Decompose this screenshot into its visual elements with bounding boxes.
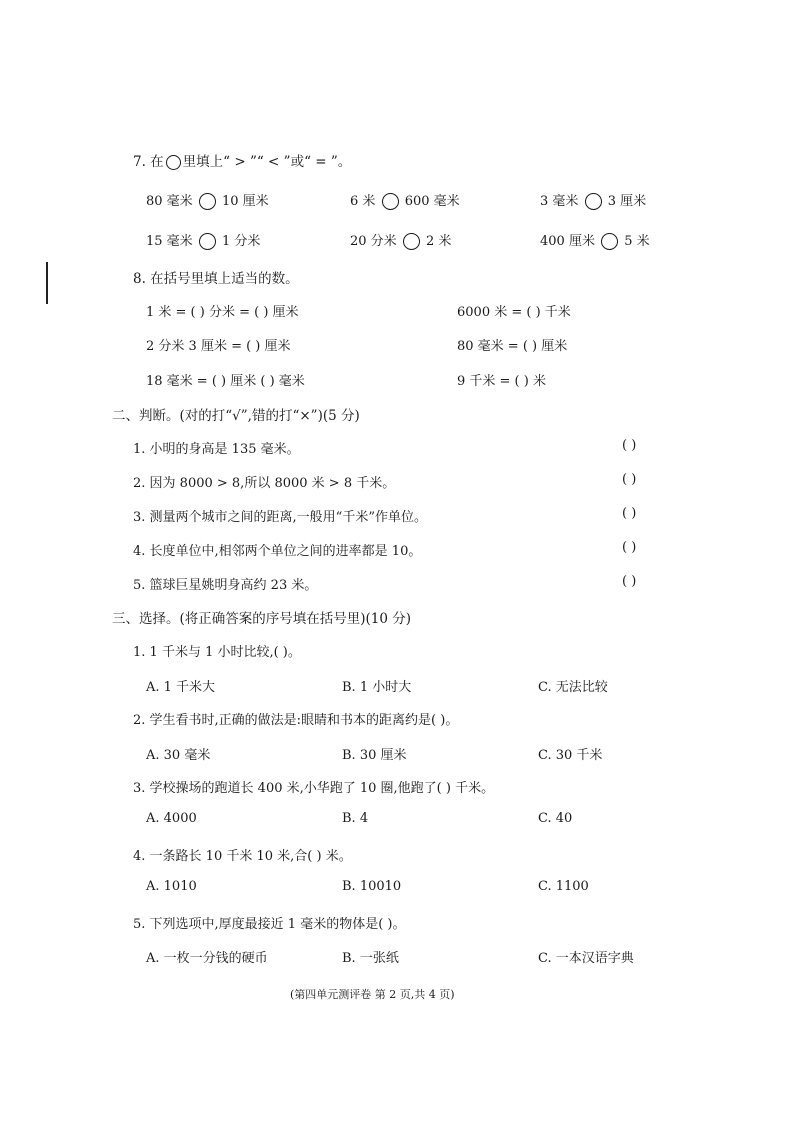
- choice-question: 3. 学校操场的跑道长 400 米,小华跑了 10 圈,他跑了( ) 千米。: [133, 781, 495, 796]
- q7-item-left: 400 厘米: [540, 234, 595, 249]
- q7-item: [540, 190, 646, 210]
- q7-item-right: 5 米: [624, 234, 650, 249]
- q7-item-left: 3 毫米: [540, 194, 579, 209]
- answer-circle[interactable]: [585, 193, 602, 210]
- choice-option-c[interactable]: C. 无法比较: [538, 680, 608, 695]
- page-footer: (第四单元测评卷 第 2 页,共 4 页): [290, 988, 455, 1001]
- choice-question: 5. 下列选项中,厚度最接近 1 毫米的物体是( )。: [133, 917, 406, 932]
- q7-item-left: 80 毫米: [146, 194, 193, 209]
- q7-item: [146, 190, 269, 210]
- margin-mark: [46, 262, 48, 304]
- q8-item: 2 分米 3 厘米 = ( ) 厘米: [146, 339, 291, 354]
- q7-item: [540, 230, 650, 250]
- q7-item-right: 1 分米: [221, 234, 261, 249]
- judge-answer-bracket[interactable]: ( ): [622, 540, 637, 555]
- judge-item: 4. 长度单位中,相邻两个单位之间的进率都是 10。: [133, 544, 422, 559]
- q7-item-left: 15 毫米: [146, 234, 193, 249]
- choice-option-c[interactable]: C. 一本汉语字典: [538, 951, 634, 966]
- section2-title: 二、判断。(对的打“√”,错的打“×”)(5 分): [112, 408, 360, 424]
- choice-question: 4. 一条路长 10 千米 10 米,合( ) 米。: [133, 849, 352, 864]
- q7-item: [146, 230, 260, 250]
- judge-answer-bracket[interactable]: ( ): [622, 506, 637, 521]
- judge-item: 1. 小明的身高是 135 毫米。: [133, 442, 300, 457]
- q8-item: 6000 米 = ( ) 千米: [457, 305, 571, 320]
- answer-circle[interactable]: [601, 233, 618, 250]
- q8-item: 1 米 = ( ) 分米 = ( ) 厘米: [146, 305, 299, 320]
- q8-item: 9 千米 = ( ) 米: [457, 374, 546, 389]
- choice-option-b[interactable]: B. 10010: [342, 879, 402, 894]
- answer-circle[interactable]: [199, 233, 216, 250]
- q8-title: 8. 在括号里填上适当的数。: [133, 271, 299, 287]
- q7-item-right: 3 厘米: [607, 194, 647, 209]
- choice-option-a[interactable]: A. 4000: [146, 811, 197, 826]
- q7-item-right: 2 米: [425, 234, 452, 249]
- choice-option-b[interactable]: B. 1 小时大: [342, 680, 412, 695]
- judge-item: 5. 篮球巨星姚明身高约 23 米。: [133, 578, 318, 593]
- judge-answer-bracket[interactable]: ( ): [622, 574, 637, 589]
- choice-option-a[interactable]: A. 一枚一分钱的硬币: [146, 951, 268, 966]
- choice-option-a[interactable]: A. 1010: [146, 879, 197, 894]
- choice-question: 1. 1 千米与 1 小时比较,( )。: [133, 645, 301, 660]
- q7-item: [350, 230, 451, 250]
- q7-title-suffix: 里填上“ > ”“ < ”或“ = ”。: [182, 154, 352, 170]
- q7-title: [133, 150, 351, 170]
- section3-title: 三、选择。(将正确答案的序号填在括号里)(10 分): [112, 611, 412, 627]
- q7-item-right: 10 厘米: [221, 194, 269, 209]
- judge-item: 3. 测量两个城市之间的距离,一般用“千米”作单位。: [133, 510, 427, 525]
- q8-item: 80 毫米 = ( ) 厘米: [457, 339, 568, 354]
- choice-option-b[interactable]: B. 4: [342, 811, 369, 826]
- choice-option-b[interactable]: B. 一张纸: [342, 951, 399, 966]
- circle-icon: [166, 155, 181, 170]
- judge-item: 2. 因为 8000 > 8,所以 8000 米 > 8 千米。: [133, 476, 396, 491]
- judge-answer-bracket[interactable]: ( ): [622, 472, 637, 487]
- choice-option-b[interactable]: B. 30 厘米: [342, 748, 407, 763]
- choice-question: 2. 学生看书时,正确的做法是:眼睛和书本的距离约是( )。: [133, 713, 459, 728]
- answer-circle[interactable]: [403, 233, 420, 250]
- answer-circle[interactable]: [199, 193, 216, 210]
- q8-item: 18 毫米 = ( ) 厘米 ( ) 毫米: [146, 374, 305, 389]
- q7-item: [350, 190, 460, 210]
- q7-item-left: 6 米: [350, 194, 376, 209]
- choice-option-a[interactable]: A. 1 千米大: [146, 680, 216, 695]
- judge-answer-bracket[interactable]: ( ): [622, 438, 637, 453]
- q7-item-left: 20 分米: [350, 234, 397, 249]
- choice-option-c[interactable]: C. 30 千米: [538, 748, 603, 763]
- q7-title-prefix: 7. 在: [133, 154, 164, 170]
- answer-circle[interactable]: [382, 193, 399, 210]
- choice-option-c[interactable]: C. 1100: [538, 879, 589, 894]
- choice-option-a[interactable]: A. 30 毫米: [146, 748, 211, 763]
- q7-item-right: 600 毫米: [404, 194, 460, 209]
- choice-option-c[interactable]: C. 40: [538, 811, 573, 826]
